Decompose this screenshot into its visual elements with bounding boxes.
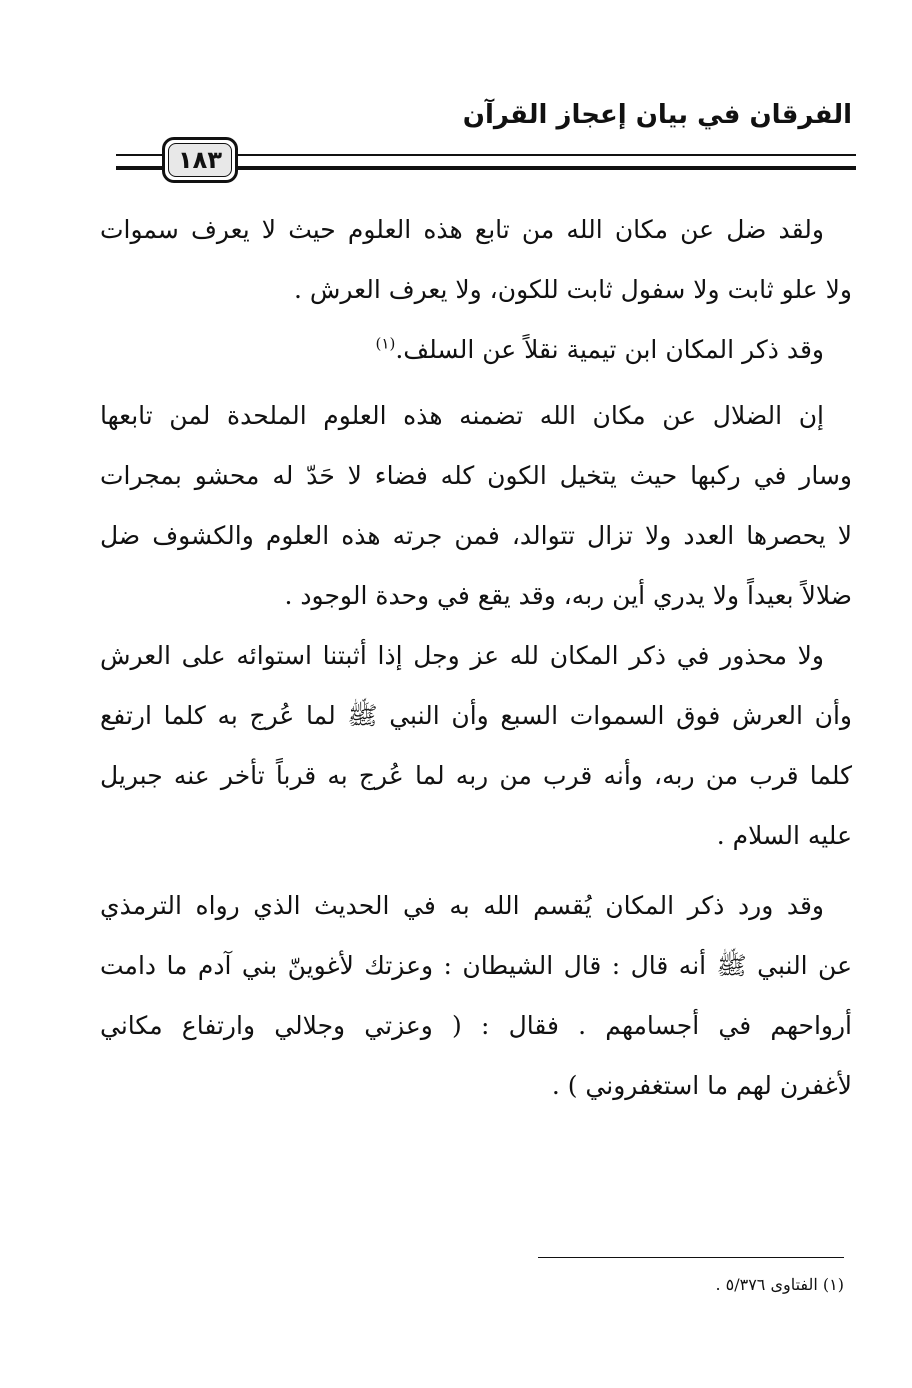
text-line: عليه السلام . bbox=[716, 821, 852, 850]
page-number-frame bbox=[162, 137, 238, 183]
text-line: لأغفرن لهم ما استغفروني ) . bbox=[551, 1071, 852, 1100]
text-line: عن النبي ﷺ أنه قال : قال الشيطان : وعزتك لأغوينّ بني آدم ما دامت bbox=[100, 951, 852, 980]
text-line-content: وقد ذكر المكان ابن تيمية نقلاً عن السلف. bbox=[395, 335, 824, 364]
text-line: وأن العرش فوق السموات السبع وأن النبي ﷺ لما عُرج به كلما ارتفع bbox=[100, 701, 852, 730]
text-line: ولا محذور في ذكر المكان لله عز وجل إذا أثبتنا استوائه على العرش bbox=[100, 641, 824, 670]
text-line: أرواحهم في أجسامهم . فقال : ( وعزتي وجلالي وارتفاع مكاني bbox=[100, 1011, 852, 1040]
text-line: وقد ورد ذكر المكان يُقسم الله به في الحديث الذي رواه الترمذي bbox=[100, 891, 824, 920]
footnote-reference: (١) bbox=[375, 334, 396, 353]
text-line: وسار في ركبها حيث يتخيل الكون كله فضاء لا حَدّ له محشو بمجرات bbox=[100, 461, 852, 490]
running-title: الفرقان في بيان إعجاز القرآن bbox=[462, 100, 852, 130]
text-line: ولقد ضل عن مكان الله من تابع هذه العلوم حيث لا يعرف سموات bbox=[100, 215, 824, 244]
body-text bbox=[100, 200, 852, 1116]
footnote-separator bbox=[538, 1257, 844, 1258]
text-line: كلما قرب من ربه، وأنه قرب من ربه لما عُرج به قرباً تأخر عنه جبريل bbox=[100, 761, 852, 790]
text-line: لا يحصرها العدد ولا تزال تتوالد، فمن جرته هذه العلوم والكشوف ضل bbox=[100, 521, 852, 550]
page-number: ١٨٣ bbox=[168, 143, 232, 177]
footnote: (١) الفتاوى ٥/٣٧٦ . bbox=[715, 1275, 844, 1294]
text-line-with-footnote bbox=[100, 320, 852, 380]
text-line: إن الضلال عن مكان الله تضمنه هذه العلوم الملحدة لمن تابعها bbox=[100, 401, 824, 430]
text-line: ولا علو ثابت ولا سفول ثابت للكون، ولا يعرف العرش . bbox=[293, 275, 852, 304]
text-line: ضلالاً بعيداً ولا يدري أين ربه، وقد يقع في وحدة الوجود . bbox=[284, 581, 852, 610]
